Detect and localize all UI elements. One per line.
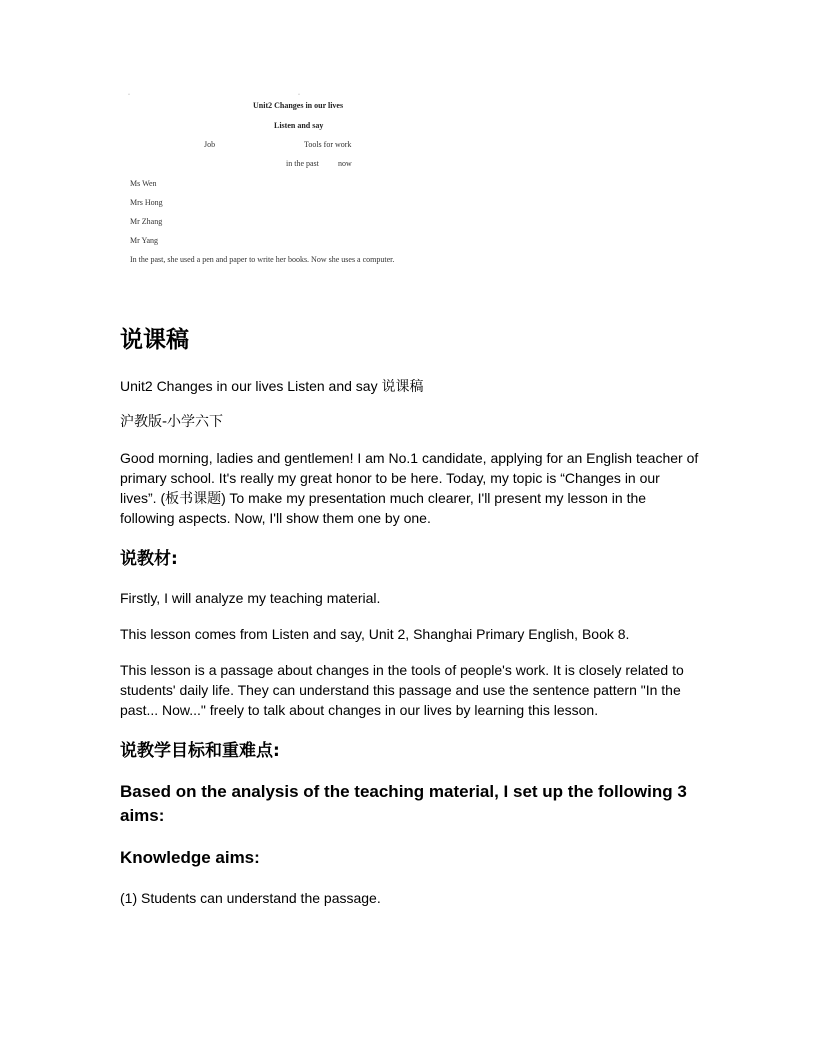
knowledge-aims-heading: Knowledge aims:	[120, 848, 260, 867]
section-heading-aims: 说教学目标和重难点:	[120, 741, 280, 761]
board-col-now: now	[338, 159, 352, 168]
paragraph: This lesson is a passage about changes in the tools of people's work. It is closely related to students' daily life. They can understand this passage and use the sentence pattern "In the past... Now..." freely to talk about changes in our lives by learning this lesson.	[120, 662, 684, 718]
section-heading-material: 说教材:	[120, 549, 178, 569]
board-title: Unit2 Changes in our lives	[253, 101, 344, 110]
intro-paragraph: Good morning, ladies and gentlemen! I am No.1 candidate, applying for an English teacher of primary school. It's really my great honor to be here. Today, my topic is “Changes in our lives”. (板书课题) To make my presentation much clearer, I'll present my lesson in the following aspects. Now, I'll show them one by one.	[120, 450, 699, 526]
paragraph: Firstly, I will analyze my teaching material.	[120, 590, 381, 606]
board-subtitle: Listen and say	[274, 121, 324, 130]
paragraph: This lesson comes from Listen and say, Unit 2, Shanghai Primary English, Book 8.	[120, 626, 630, 642]
lesson-subtitle: Unit2 Changes in our lives Listen and say 说课稿	[120, 378, 424, 394]
board-mark: ·	[128, 92, 130, 98]
document-title: 说课稿	[120, 327, 189, 353]
board-mark: ·	[298, 92, 300, 98]
board-writing-image	[120, 92, 440, 268]
board-row: Ms Wen	[130, 179, 157, 188]
board-sentence: In the past, she used a pen and paper to write her books. Now she uses a computer.	[130, 255, 395, 264]
document-body	[120, 322, 700, 908]
board-col-past: in the past	[286, 159, 319, 168]
board-col-job: Job	[204, 140, 216, 149]
edition-label: 沪教版-小学六下	[120, 414, 224, 430]
board-row: Mr Zhang	[130, 217, 163, 226]
board-row: Mrs Hong	[130, 198, 163, 207]
board-row: Mr Yang	[130, 236, 159, 245]
board-col-tools: Tools for work	[304, 140, 352, 149]
paragraph: (1) Students can understand the passage.	[120, 890, 381, 906]
aims-heading: Based on the analysis of the teaching material, I set up the following 3 aims:	[120, 782, 687, 825]
